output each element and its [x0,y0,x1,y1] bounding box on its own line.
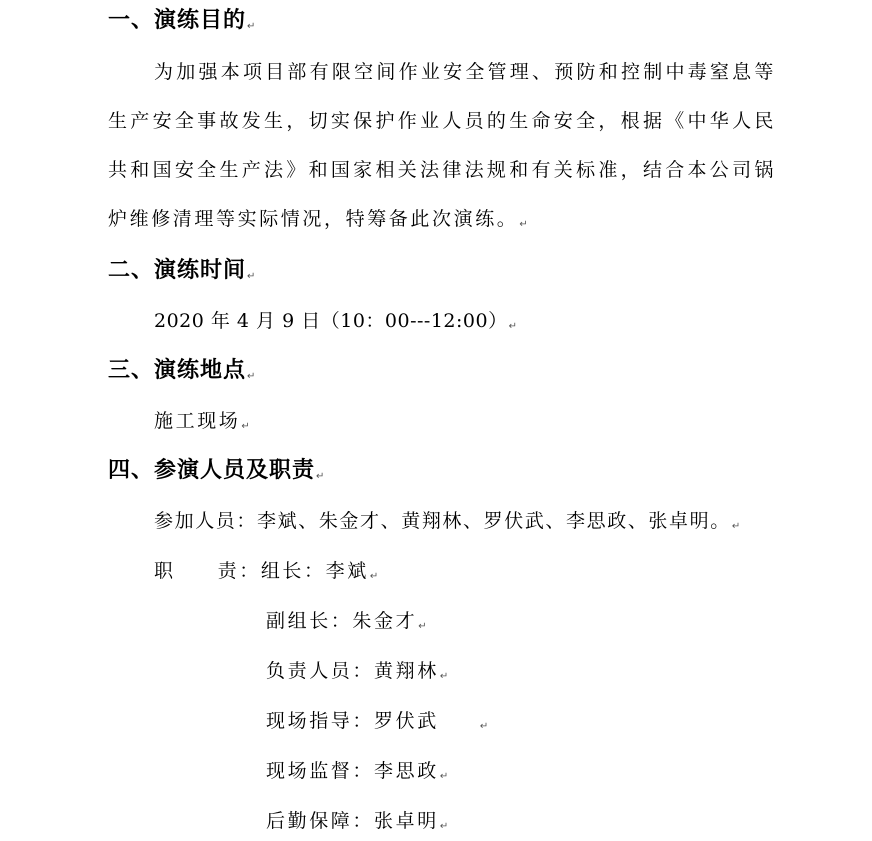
paragraph-mark-icon: ↵ [519,219,528,230]
duties-line [154,557,378,591]
duties-label-part1: 职 [154,560,176,582]
role-title: 负责人员： [266,660,375,682]
paragraph-mark-icon: ↵ [508,321,517,332]
role-title: 现场监督： [266,760,375,782]
paragraph-mark-icon: ↵ [247,371,256,382]
role-name: 李思政 [374,760,439,782]
role-name: 李斌 [325,560,369,582]
paragraph-mark-icon: ↵ [247,21,256,32]
role-title: 副组长： [266,610,353,632]
section-title: 四、参演人员及职责 [108,458,316,483]
role-line-guidance [266,707,488,741]
paragraph-mark-icon: ↵ [369,571,379,582]
drill-time [154,307,517,341]
paragraph-mark-icon: ↵ [439,821,449,832]
section-heading-time [108,256,255,292]
role-line-deputy-leader [266,607,427,641]
paragraph-mark-icon: ↵ [731,521,741,532]
participants-label: 参加人员： [154,510,258,532]
drill-location-text: 施工现场 [154,410,241,432]
role-line-supervision [266,757,448,791]
section-title: 二、演练时间 [108,258,247,283]
duties-label-part2: 责： [217,560,261,582]
drill-time-text: 2020 年 4 月 9 日（10：00---12:00） [154,310,508,332]
section-heading-location [108,356,255,392]
drill-location [154,407,250,441]
role-title: 组长： [260,560,326,582]
role-title: 现场指导： [266,710,375,732]
paragraph-mark-icon: ↵ [439,771,449,782]
section-heading-purpose [108,6,255,42]
paragraph-mark-icon: ↵ [247,271,256,282]
role-line-responsible [266,657,448,691]
participants-list: 李斌、朱金才、黄翔林、罗伏武、李思政、张卓明。 [257,510,731,532]
section-title: 三、演练地点 [108,358,247,383]
paragraph-mark-icon: ↵ [479,721,489,732]
role-line-logistics [266,807,448,841]
role-name: 朱金才 [352,610,418,632]
role-name: 罗伏武 [374,710,439,732]
role-title: 后勤保障： [266,810,375,832]
paragraph-mark-icon: ↵ [241,421,250,432]
purpose-text: 为加强本项目部有限空间作业安全管理、预防和控制中毒窒息等生产安全事故发生，切实保护作业人员的生命安全，根据《中华人民共和国安全生产法》和国家相关法律法规和有关标准，结合本公司锅炉维修清理等实际情况，特筹备此次演练。 [108,61,776,230]
section-heading-personnel [108,456,324,492]
section-title: 一、演练目的 [108,8,247,33]
purpose-paragraph [108,48,776,249]
role-name: 张卓明 [374,810,439,832]
paragraph-mark-icon: ↵ [439,671,449,682]
paragraph-mark-icon: ↵ [316,471,325,482]
paragraph-mark-icon: ↵ [418,621,427,632]
role-name: 黄翔林 [374,660,439,682]
participants-line [154,507,740,541]
